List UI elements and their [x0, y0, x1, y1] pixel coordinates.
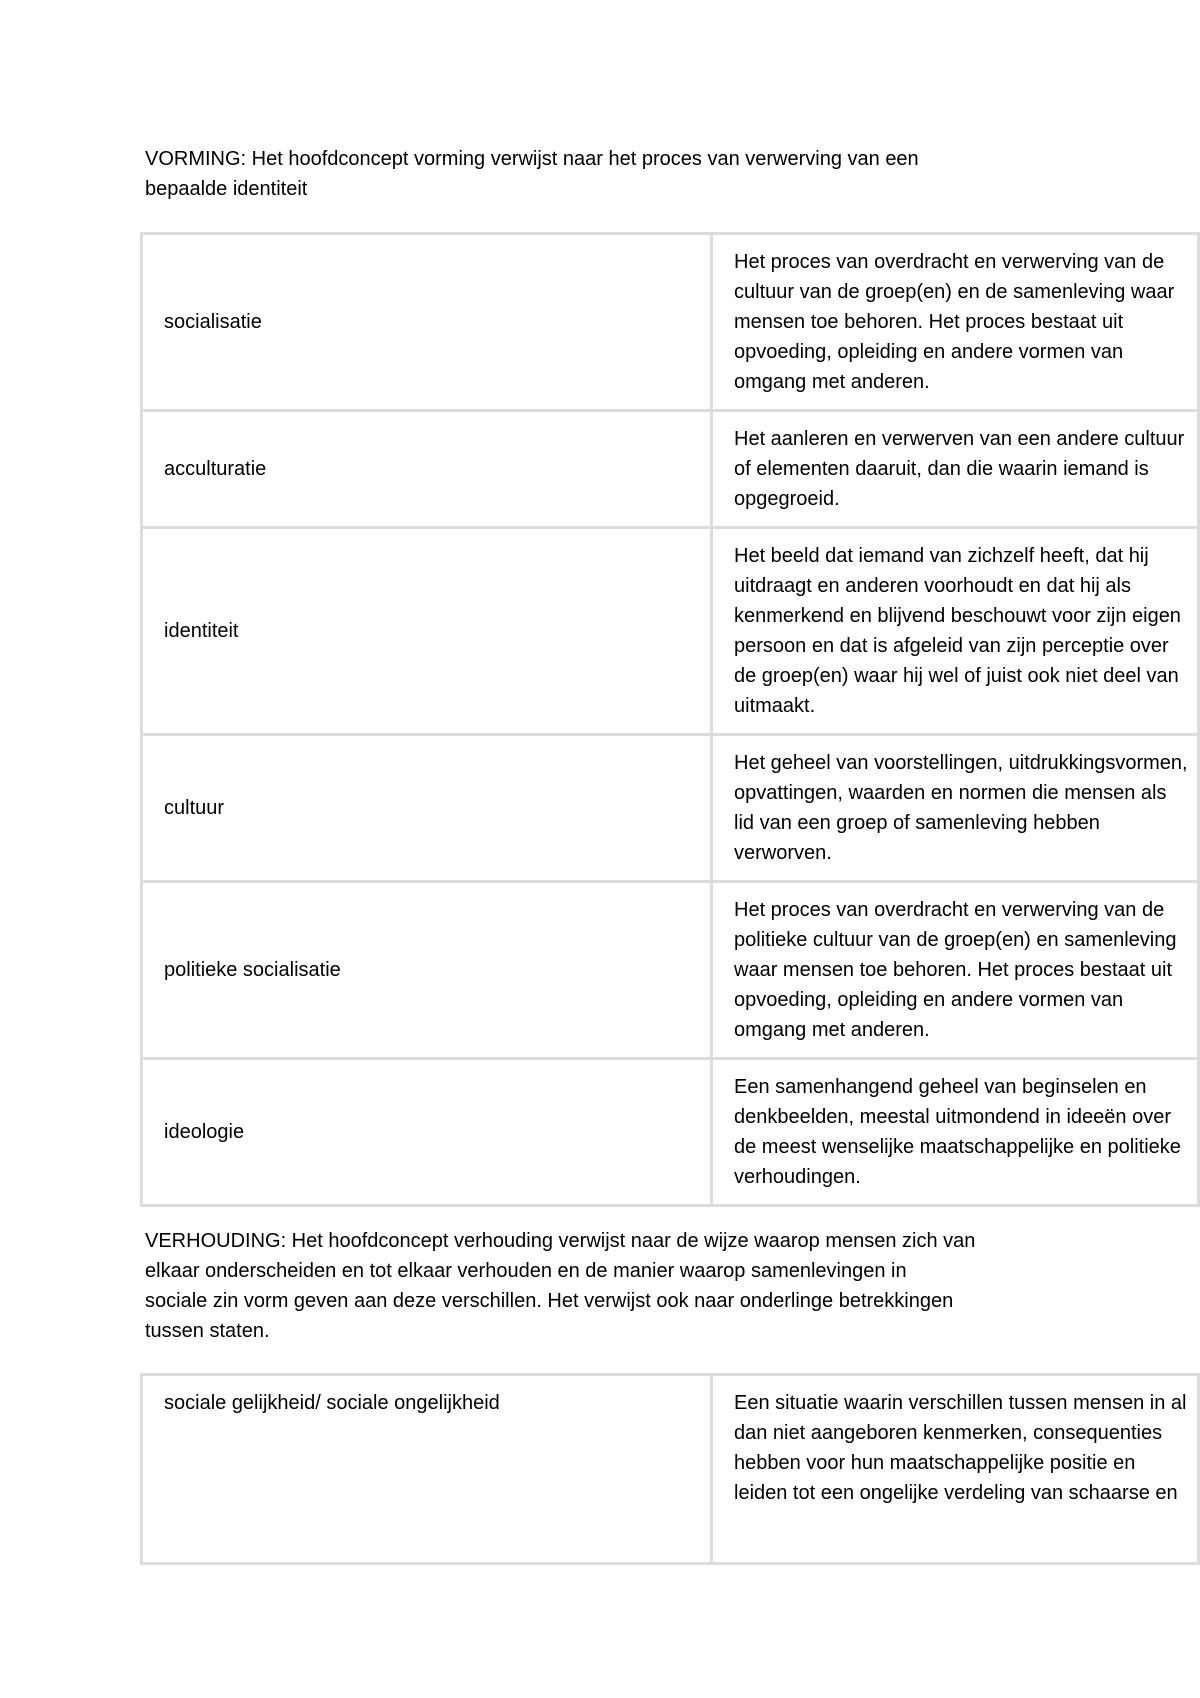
definition-cell: Het proces van overdracht en verwerving van de politieke cultuur van de groep(en) en samenleving waar mensen toe behoren. Het proces bestaat uit opvoeding, opleiding en andere vormen van omgang met anderen. [712, 882, 1199, 1059]
definition-cell: Het beeld dat iemand van zichzelf heeft, dat hij uitdraagt en anderen voorhoudt en dat hij als kenmerkend en blijvend beschouwt voor zijn eigen persoon en dat is afgeleid van zijn perceptie over de groep(en) waar hij wel of juist ook niet deel van uitmaakt. [712, 528, 1199, 735]
term-cell: socialisatie [142, 234, 712, 411]
vorming-intro: VORMING: Het hoofdconcept vorming verwijst naar het proces van verwerving van een bepaalde identiteit [145, 148, 919, 200]
table-row [142, 1059, 1199, 1206]
term-cell: politieke socialisatie [142, 882, 712, 1059]
term-cell: cultuur [142, 735, 712, 882]
table-row [142, 1375, 1199, 1564]
term-cell: acculturatie [142, 411, 712, 528]
definition-cell: Het aanleren en verwerven van een andere cultuur of elementen daaruit, dan die waarin iemand is opgegroeid. [712, 411, 1199, 528]
definition-cell: Een situatie waarin verschillen tussen mensen in al dan niet aangeboren kenmerken, consequenties hebben voor hun maatschappelijke positie en leiden tot een ongelijke verdeling van schaarse en [712, 1375, 1199, 1564]
definition-cell: Een samenhangend geheel van beginselen en denkbeelden, meestal uitmondend in ideeën over de meest wenselijke maatschappelijke en politieke verhoudingen. [712, 1059, 1199, 1206]
term-cell: sociale gelijkheid/ sociale ongelijkheid [142, 1375, 712, 1564]
verhouding-table [140, 1373, 1200, 1565]
table-row [142, 411, 1199, 528]
term-cell: identiteit [142, 528, 712, 735]
table-row [142, 735, 1199, 882]
definition-cell: Het proces van overdracht en verwerving van de cultuur van de groep(en) en de samenleving waar mensen toe behoren. Het proces bestaat uit opvoeding, opleiding en andere vormen van omgang met anderen. [712, 234, 1199, 411]
vorming-table [140, 232, 1200, 1207]
table-row [142, 528, 1199, 735]
definition-cell: Het geheel van voorstellingen, uitdrukkingsvormen, opvattingen, waarden en normen die mensen als lid van een groep of samenleving hebben verworven. [712, 735, 1199, 882]
verhouding-intro: VERHOUDING: Het hoofdconcept verhouding verwijst naar de wijze waarop mensen zich van elkaar onderscheiden en tot elkaar verhouden en de manier waarop samenlevingen in sociale zin vorm geven aan deze verschillen. Het verwijst ook naar onderlinge betrekkingen tussen staten. [145, 1230, 976, 1342]
term-cell: ideologie [142, 1059, 712, 1206]
table-row [142, 234, 1199, 411]
table-row [142, 882, 1199, 1059]
